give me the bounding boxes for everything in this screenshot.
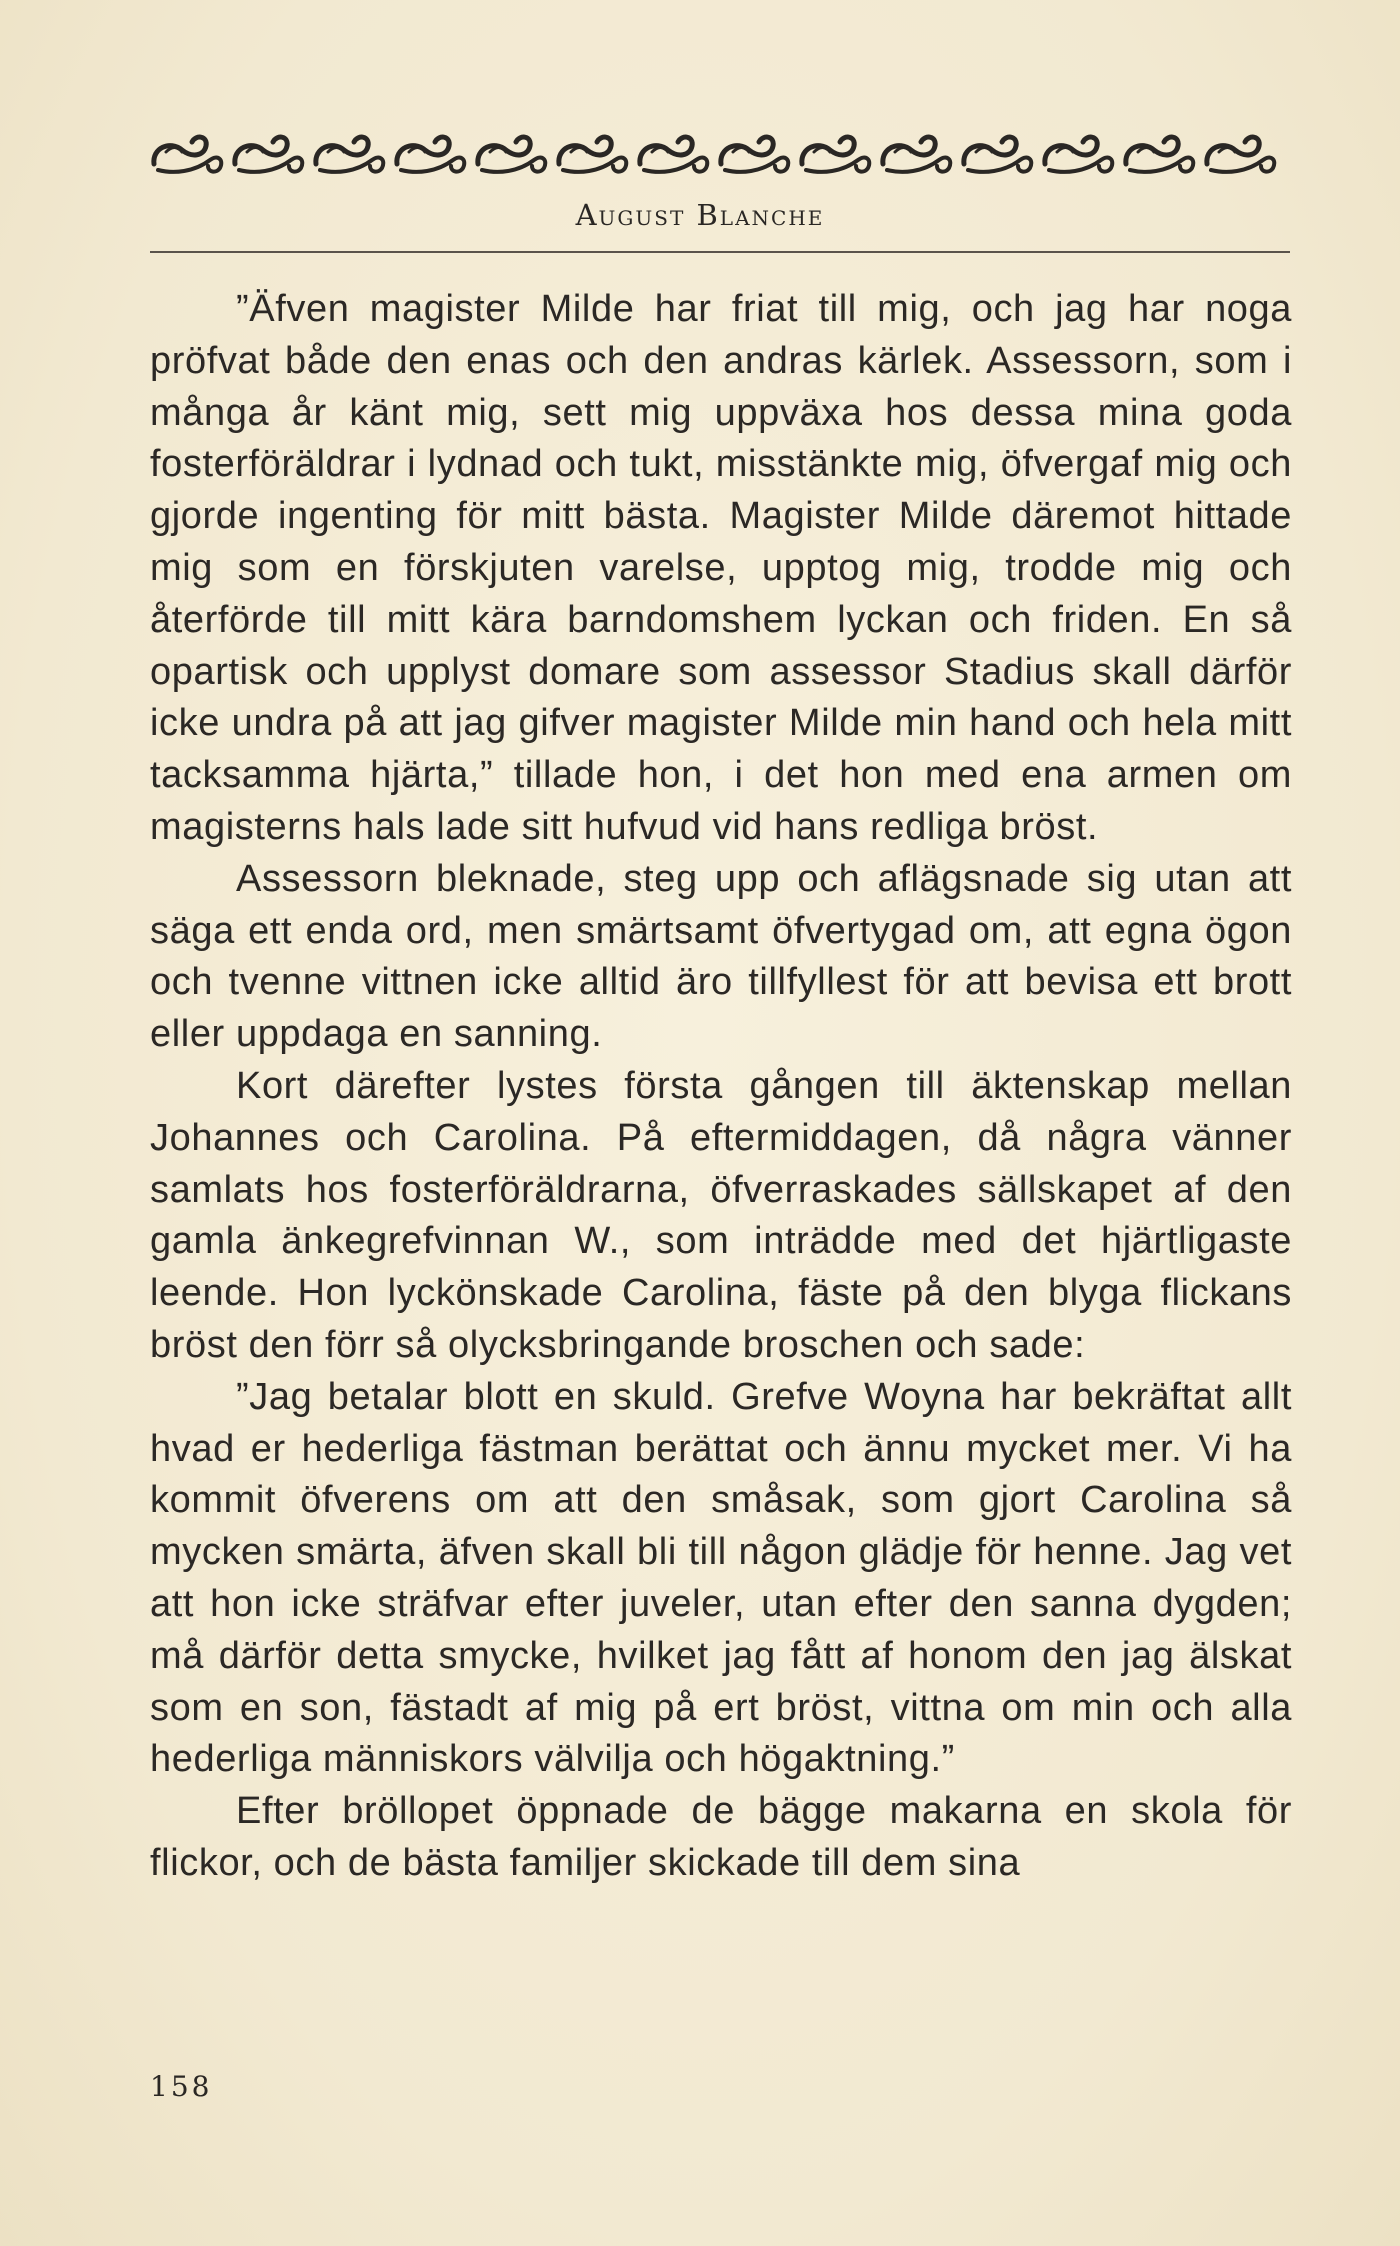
paragraph-1: ”Äfven magister Milde har friat till mig, och jag har noga pröfvat både den enas och den andras kärlek. Assessorn, som i många år känt mig, sett mig uppväxa hos dessa mina goda fosterföräldrar i lydnad och tukt, misstänkte mig, öfvergaf mig och gjorde ingenting för mitt bästa. Magister Milde däremot hittade mig som en förskjuten varelse, upptog mig, trodde mig och återförde till mitt kära barndomshem lyckan och friden. En så opartisk och upplyst domare som assessor Stadius skall därför icke undra på att jag gifver magister Milde min hand och hela mitt tacksamma hjärta,” tillade hon, i det hon med ena armen om magisterns hals lade sitt hufvud vid hans redliga bröst. [150,288,1292,848]
paragraph-5: Efter bröllopet öppnade de bägge makarna en skola för flickor, och de bästa familjer skickade till dem sina [150,1790,1292,1884]
paragraph-3: Kort därefter lystes första gången till äktenskap mellan Johannes och Carolina. På eftermiddagen, då några vänner samlats hos fosterföräldrarna, öfverraskades sällskapet af den gamla änkegrefvinnan W., som inträdde med det hjärtligaste leende. Hon lyckönskade Carolina, fäste på den blyga flickans bröst den förr så olycksbringande broschen och sade: [150,1064,1292,1366]
header-rule [150,251,1290,253]
body-text [150,284,1292,1890]
page-number: 158 [150,2070,213,2103]
ornament-border-icon [148,130,1278,178]
paragraph-4: ”Jag betalar blott en skuld. Grefve Woyna har bekräftat allt hvad er hederliga fästman berättat och ännu mycket mer. Vi ha kommit öfverens om att den småsak, som gjort Carolina så mycken smärta, äfven skall bli till någon glädje för henne. Jag vet att hon icke sträfvar efter juveler, utan efter den sanna dygden; må därför detta smycke, hvilket jag fått af honom den jag älskat som en son, fästadt af mig på ert bröst, vittna om min och alla hederliga människors välvilja och högaktning.” [150,1375,1292,1781]
paragraph-2: Assessorn bleknade, steg upp och aflägsnade sig utan att säga ett enda ord, men smärtsamt öfvertygad om, att egna ögon och tvenne vittnen icke alltid äro tillfyllest för att bevisa ett brott eller uppdaga en sanning. [150,857,1292,1056]
running-head: August Blanche [575,198,825,232]
